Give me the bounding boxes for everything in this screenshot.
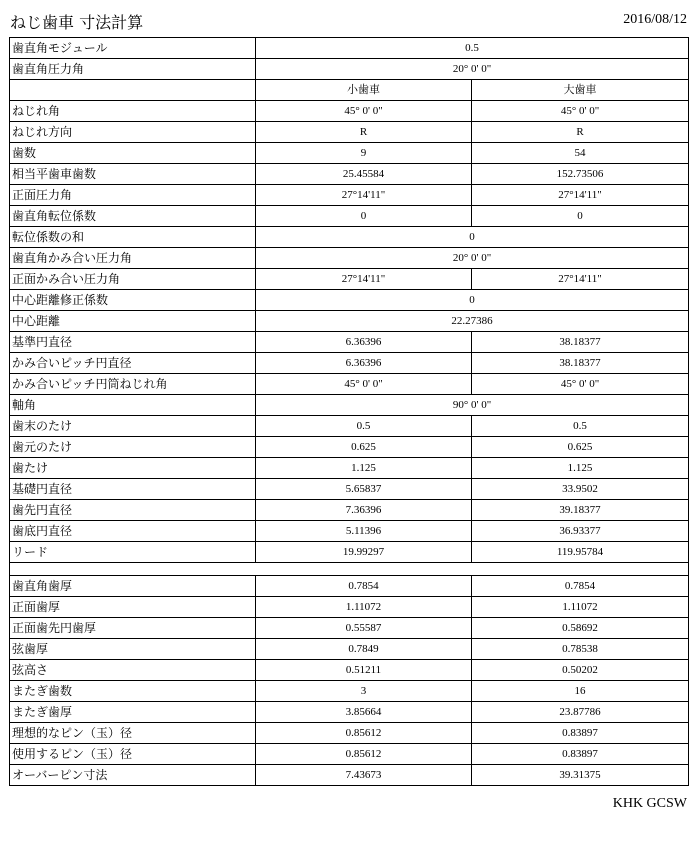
gear-value: 0.5 (472, 416, 689, 437)
row-label: 歯先円直径 (10, 500, 256, 521)
table-row (10, 521, 689, 542)
shared-value: 0 (256, 290, 689, 311)
row-label: かみ合いピッチ円直径 (10, 353, 256, 374)
table-row (10, 248, 689, 269)
gear-value: 0.7854 (472, 576, 689, 597)
row-label: 理想的なピン（玉）径 (10, 723, 256, 744)
table-row (10, 101, 689, 122)
pinion-value: 0.55587 (256, 618, 472, 639)
pinion-value: 0.625 (256, 437, 472, 458)
gear-value: 152.73506 (472, 164, 689, 185)
table-row (10, 597, 689, 618)
gear-value: 38.18377 (472, 353, 689, 374)
row-label: 歯底円直径 (10, 521, 256, 542)
table-row (10, 681, 689, 702)
pinion-value: 1.11072 (256, 597, 472, 618)
table-row (10, 639, 689, 660)
table-row (10, 290, 689, 311)
shared-value: 22.27386 (256, 311, 689, 332)
pinion-value: 0 (256, 206, 472, 227)
row-label: 歯元のたけ (10, 437, 256, 458)
row-label: またぎ歯厚 (10, 702, 256, 723)
gear-value: 33.9502 (472, 479, 689, 500)
pinion-value: 0.51211 (256, 660, 472, 681)
table-row (10, 723, 689, 744)
pinion-value: 3 (256, 681, 472, 702)
pinion-value: 3.85664 (256, 702, 472, 723)
table-row (10, 500, 689, 521)
pinion-value: 19.99297 (256, 542, 472, 563)
gear-value: 0.78538 (472, 639, 689, 660)
row-label: 歯直角かみ合い圧力角 (10, 248, 256, 269)
table-row (10, 122, 689, 143)
gear-value: 16 (472, 681, 689, 702)
table-row (10, 269, 689, 290)
row-label: 歯直角転位係数 (10, 206, 256, 227)
calculation-date: 2016/08/12 (623, 12, 687, 27)
table-row (10, 765, 689, 786)
row-label: 正面歯先円歯厚 (10, 618, 256, 639)
row-label: 使用するピン（玉）径 (10, 744, 256, 765)
pinion-value: 45° 0' 0" (256, 101, 472, 122)
gear-value: 27°14'11" (472, 269, 689, 290)
row-label: 歯直角モジュール (10, 38, 256, 59)
table-row (10, 80, 689, 101)
pinion-value: 小歯車 (256, 80, 472, 101)
pinion-value: 27°14'11" (256, 269, 472, 290)
table-row (10, 185, 689, 206)
pinion-value: 0.7849 (256, 639, 472, 660)
pinion-value: 5.11396 (256, 521, 472, 542)
pinion-value: 0.85612 (256, 744, 472, 765)
table-row (10, 374, 689, 395)
row-label: 正面圧力角 (10, 185, 256, 206)
gear-value: 0.58692 (472, 618, 689, 639)
pinion-value: 0.5 (256, 416, 472, 437)
table-row (10, 458, 689, 479)
pinion-value: 1.125 (256, 458, 472, 479)
row-label: ねじれ方向 (10, 122, 256, 143)
table-row (10, 311, 689, 332)
shared-value: 0 (256, 227, 689, 248)
row-label: 歯末のたけ (10, 416, 256, 437)
gear-value: 119.95784 (472, 542, 689, 563)
gear-value: 1.11072 (472, 597, 689, 618)
section-spacer-row (10, 563, 689, 576)
pinion-value: 6.36396 (256, 353, 472, 374)
table-row (10, 437, 689, 458)
pinion-value: 0.85612 (256, 723, 472, 744)
gear-value: 36.93377 (472, 521, 689, 542)
page-title: ねじ歯車 寸法計算 (10, 13, 144, 32)
gear-value: 39.18377 (472, 500, 689, 521)
gear-value: 45° 0' 0" (472, 101, 689, 122)
gear-value: 0 (472, 206, 689, 227)
gear-value: 45° 0' 0" (472, 374, 689, 395)
gear-value: 38.18377 (472, 332, 689, 353)
row-label: 軸角 (10, 395, 256, 416)
row-label: またぎ歯数 (10, 681, 256, 702)
table-row (10, 332, 689, 353)
pinion-value: 27°14'11" (256, 185, 472, 206)
table-row (10, 395, 689, 416)
row-label: 正面かみ合い圧力角 (10, 269, 256, 290)
gear-value: 27°14'11" (472, 185, 689, 206)
row-label: 中心距離修正係数 (10, 290, 256, 311)
shared-value: 90° 0' 0" (256, 395, 689, 416)
pinion-value: 25.45584 (256, 164, 472, 185)
row-label: かみ合いピッチ円筒ねじれ角 (10, 374, 256, 395)
row-label: リード (10, 542, 256, 563)
pinion-value: 7.43673 (256, 765, 472, 786)
shared-value: 0.5 (256, 38, 689, 59)
row-label: 弦高さ (10, 660, 256, 681)
row-label: ねじれ角 (10, 101, 256, 122)
table-row (10, 164, 689, 185)
row-label: 転位係数の和 (10, 227, 256, 248)
gear-value: 0.83897 (472, 723, 689, 744)
row-label: 基準円直径 (10, 332, 256, 353)
table-row (10, 143, 689, 164)
software-brand: KHK GCSW (612, 796, 687, 811)
spacer-cell (10, 563, 689, 576)
table-row (10, 38, 689, 59)
dimension-table (9, 37, 689, 786)
row-label: 歯たけ (10, 458, 256, 479)
pinion-value: 7.36396 (256, 500, 472, 521)
pinion-value: 9 (256, 143, 472, 164)
pinion-value: 45° 0' 0" (256, 374, 472, 395)
table-row (10, 744, 689, 765)
row-label (10, 80, 256, 101)
table-row (10, 479, 689, 500)
table-row (10, 576, 689, 597)
gear-value: 0.50202 (472, 660, 689, 681)
table-row (10, 660, 689, 681)
row-label: 歯数 (10, 143, 256, 164)
gear-value: 0.625 (472, 437, 689, 458)
shared-value: 20° 0' 0" (256, 59, 689, 80)
gear-value: 大歯車 (472, 80, 689, 101)
row-label: 歯直角歯厚 (10, 576, 256, 597)
row-label: 相当平歯車歯数 (10, 164, 256, 185)
table-row (10, 702, 689, 723)
gear-value: 0.83897 (472, 744, 689, 765)
row-label: 基礎円直径 (10, 479, 256, 500)
table-row (10, 206, 689, 227)
row-label: 弦歯厚 (10, 639, 256, 660)
row-label: オーバーピン寸法 (10, 765, 256, 786)
gear-value: 1.125 (472, 458, 689, 479)
table-row (10, 618, 689, 639)
gear-value: 39.31375 (472, 765, 689, 786)
row-label: 中心距離 (10, 311, 256, 332)
table-row (10, 59, 689, 80)
table-row (10, 227, 689, 248)
pinion-value: R (256, 122, 472, 143)
gear-value: R (472, 122, 689, 143)
shared-value: 20° 0' 0" (256, 248, 689, 269)
table-row (10, 542, 689, 563)
row-label: 正面歯厚 (10, 597, 256, 618)
table-row (10, 353, 689, 374)
dimension-table-body (10, 38, 689, 786)
pinion-value: 6.36396 (256, 332, 472, 353)
pinion-value: 5.65837 (256, 479, 472, 500)
row-label: 歯直角圧力角 (10, 59, 256, 80)
gear-value: 54 (472, 143, 689, 164)
gear-value: 23.87786 (472, 702, 689, 723)
pinion-value: 0.7854 (256, 576, 472, 597)
table-row (10, 416, 689, 437)
